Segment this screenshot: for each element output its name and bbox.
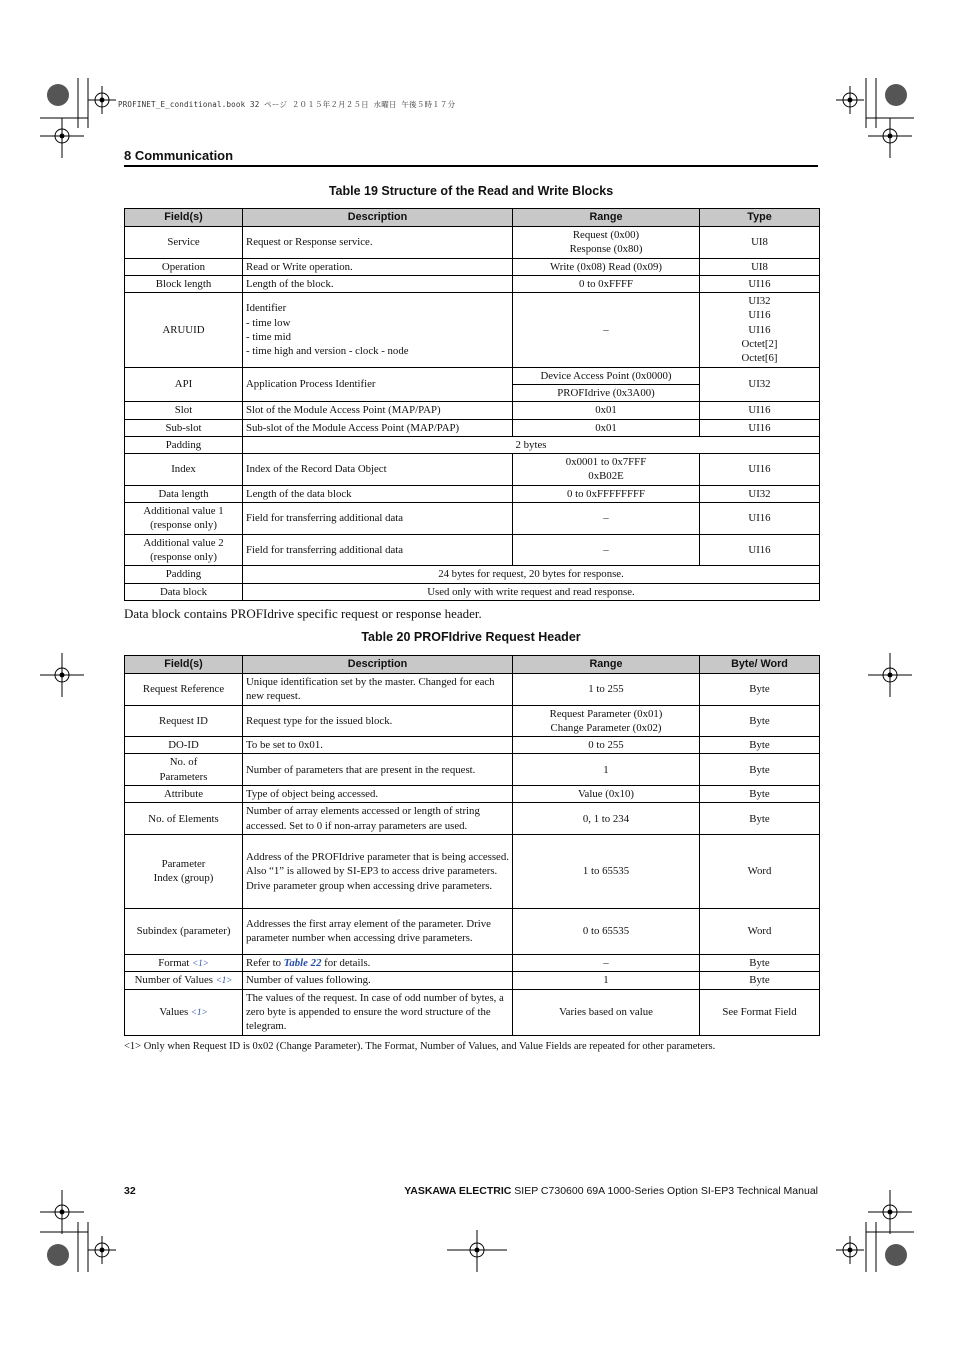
column-header: Type — [700, 209, 820, 227]
type-cell: UI32 — [700, 485, 820, 502]
type-cell: UI32 — [700, 367, 820, 402]
table-row — [125, 989, 820, 1035]
field-cell: Request Reference — [125, 674, 243, 706]
range-cell: Device Access Point (0x0000) — [513, 367, 700, 384]
description-text: for details. — [321, 956, 371, 969]
range-cell: – — [513, 534, 700, 566]
field-cell: No. of Parameters — [125, 754, 243, 786]
print-header: PROFINET_E_conditional.book 32 ページ ２０１５年２月２５日 水曜日 午後５時１７分 — [118, 100, 456, 109]
range-cell: 0x01 — [513, 419, 700, 436]
column-header: Byte/ Word — [700, 656, 820, 674]
range-cell: 0, 1 to 234 — [513, 803, 700, 835]
description-cell: Type of object being accessed. — [243, 786, 513, 803]
description-cell: Number of array elements accessed or length of string accessed. Set to 0 if non-array parameters are used. — [243, 803, 513, 835]
field-cell: Padding — [125, 436, 243, 453]
field-cell: Block length — [125, 275, 243, 292]
field-label: Number of Values — [134, 974, 213, 987]
range-cell: Request Parameter (0x01) Change Parameter (0x02) — [513, 705, 700, 737]
footnote-marker: <1> — [192, 957, 209, 968]
field-label: Values — [159, 1005, 189, 1018]
type-cell: UI16 — [700, 419, 820, 436]
table-20 — [124, 655, 820, 1036]
range-cell: Value (0x10) — [513, 786, 700, 803]
field-cell: Operation — [125, 258, 243, 275]
type-cell: UI8 — [700, 258, 820, 275]
type-cell: UI16 — [700, 402, 820, 419]
table-19-caption: Table 19 Structure of the Read and Write Blocks — [328, 184, 614, 198]
description-cell — [243, 954, 513, 971]
field-cell: Attribute — [125, 786, 243, 803]
type-cell: Word — [700, 908, 820, 954]
description-cell: To be set to 0x01. — [243, 737, 513, 754]
column-header: Range — [513, 209, 700, 227]
field-cell: Slot — [125, 402, 243, 419]
description-cell: Unique identification set by the master. Changed for each new request. — [243, 674, 513, 706]
description-cell: Request type for the issued block. — [243, 705, 513, 737]
table-row — [125, 275, 820, 292]
table-row — [125, 972, 820, 989]
type-cell: Word — [700, 834, 820, 908]
range-cell: 1 — [513, 972, 700, 989]
description-cell: Length of the block. — [243, 275, 513, 292]
type-cell: UI16 — [700, 503, 820, 535]
type-cell: Byte — [700, 972, 820, 989]
type-cell: UI32 UI16 UI16 Octet[2] Octet[6] — [700, 293, 820, 367]
range-cell: 0 to 0xFFFFFFFF — [513, 485, 700, 502]
footnote-marker: <1> — [215, 975, 233, 986]
field-cell — [125, 954, 243, 971]
description-cell: The values of the request. In case of odd number of bytes, a zero byte is appended to ensure the word structure of the telegram. — [243, 989, 513, 1035]
field-cell: API — [125, 367, 243, 402]
range-cell: 1 — [513, 754, 700, 786]
table-row — [125, 674, 820, 706]
table-22-link[interactable]: Table 22 — [283, 956, 322, 969]
body-text: Data block contains PROFIdrive specific request or response header. — [124, 606, 482, 621]
field-cell: Additional value 2 (response only) — [125, 534, 243, 566]
description-cell: Length of the data block — [243, 485, 513, 502]
footnote: <1> Only when Request ID is 0x02 (Change Parameter). The Format, Number of Values, and Value Fields are repeated for other parameters. — [124, 1041, 716, 1052]
table-row — [125, 293, 820, 367]
field-cell: Data block — [125, 583, 243, 600]
table-row — [125, 367, 820, 384]
type-cell: Byte — [700, 786, 820, 803]
range-cell: 0x0001 to 0x7FFF 0xB02E — [513, 454, 700, 486]
description-text: Refer to — [246, 956, 284, 969]
page-number: 32 — [124, 1185, 136, 1197]
type-cell: UI8 — [700, 227, 820, 259]
range-cell: Request (0x00) Response (0x80) — [513, 227, 700, 259]
description-cell: Index of the Record Data Object — [243, 454, 513, 486]
description-cell: Number of values following. — [243, 972, 513, 989]
field-cell: Service — [125, 227, 243, 259]
table-row — [125, 227, 820, 259]
field-cell: Data length — [125, 485, 243, 502]
table-row — [125, 485, 820, 502]
footer-doc-title: SIEP C730600 69A 1000-Series Option SI-EP3 Technical Manual — [511, 1185, 818, 1197]
table-row — [125, 908, 820, 954]
table-19 — [124, 208, 820, 601]
field-cell: Padding — [125, 566, 243, 583]
table-row — [125, 402, 820, 419]
table-header-row — [125, 656, 820, 674]
description-cell: Field for transferring additional data — [243, 503, 513, 535]
spanning-cell: 2 bytes — [243, 436, 820, 453]
description-cell: Addresses the first array element of the parameter. Drive parameter number when accessing drive parameters. — [243, 908, 513, 954]
table-row — [125, 258, 820, 275]
table-row — [125, 566, 820, 583]
description-cell: Address of the PROFIdrive parameter that is being accessed. Also “1” is allowed by SI-EP3 to access drive parameters. Drive parameter group when accessing drive parameters. — [243, 834, 513, 908]
table-20-caption: Table 20 PROFIdrive Request Header — [361, 630, 581, 644]
table-row — [125, 954, 820, 971]
description-cell: Slot of the Module Access Point (MAP/PAP) — [243, 402, 513, 419]
table-row — [125, 834, 820, 908]
table-row — [125, 803, 820, 835]
table-row — [125, 419, 820, 436]
description-cell: Request or Response service. — [243, 227, 513, 259]
description-cell: Number of parameters that are present in the request. — [243, 754, 513, 786]
footer-title — [404, 1185, 818, 1197]
type-cell: See Format Field — [700, 989, 820, 1035]
table-row — [125, 454, 820, 486]
column-header: Description — [243, 209, 513, 227]
footnote-marker: <1> — [190, 1006, 208, 1017]
range-cell: 0 to 65535 — [513, 908, 700, 954]
field-cell: ARUUID — [125, 293, 243, 367]
table-row — [125, 534, 820, 566]
field-cell: Subindex (parameter) — [125, 908, 243, 954]
type-cell: Byte — [700, 737, 820, 754]
description-cell: Identifier - time low - time mid - time high and version - clock - node — [243, 293, 513, 367]
table-row — [125, 583, 820, 600]
range-cell: 0 to 0xFFFF — [513, 275, 700, 292]
range-cell: – — [513, 293, 700, 367]
field-cell: Sub-slot — [125, 419, 243, 436]
type-cell: Byte — [700, 803, 820, 835]
type-cell: Byte — [700, 954, 820, 971]
range-cell: 0 to 255 — [513, 737, 700, 754]
spanning-cell: 24 bytes for request, 20 bytes for response. — [243, 566, 820, 583]
table-row — [125, 786, 820, 803]
description-cell: Read or Write operation. — [243, 258, 513, 275]
type-cell: UI16 — [700, 454, 820, 486]
range-cell: 1 to 65535 — [513, 834, 700, 908]
type-cell: Byte — [700, 705, 820, 737]
range-cell: PROFIdrive (0x3A00) — [513, 384, 700, 401]
field-cell: Parameter Index (group) — [125, 834, 243, 908]
footer-brand: YASKAWA ELECTRIC — [404, 1185, 512, 1197]
column-header: Range — [513, 656, 700, 674]
field-cell: DO-ID — [125, 737, 243, 754]
range-cell: Write (0x08) Read (0x09) — [513, 258, 700, 275]
description-cell: Field for transferring additional data — [243, 534, 513, 566]
type-cell: Byte — [700, 674, 820, 706]
table-row — [125, 737, 820, 754]
type-cell: UI16 — [700, 275, 820, 292]
range-cell: 0x01 — [513, 402, 700, 419]
field-cell — [125, 972, 243, 989]
spanning-cell: Used only with write request and read response. — [243, 583, 820, 600]
column-header: Description — [243, 656, 513, 674]
range-cell: 1 to 255 — [513, 674, 700, 706]
range-cell: Varies based on value — [513, 989, 700, 1035]
column-header: Field(s) — [125, 209, 243, 227]
field-cell — [125, 989, 243, 1035]
table-row — [125, 705, 820, 737]
field-cell: Index — [125, 454, 243, 486]
section-heading: 8 Communication — [124, 148, 818, 167]
type-cell: Byte — [700, 754, 820, 786]
type-cell: UI16 — [700, 534, 820, 566]
range-cell: – — [513, 954, 700, 971]
range-cell: – — [513, 503, 700, 535]
description-cell: Application Process Identifier — [243, 367, 513, 402]
table-row — [125, 436, 820, 453]
field-cell: Additional value 1 (response only) — [125, 503, 243, 535]
table-header-row — [125, 209, 820, 227]
table-row — [125, 503, 820, 535]
column-header: Field(s) — [125, 656, 243, 674]
description-cell: Sub-slot of the Module Access Point (MAP/PAP) — [243, 419, 513, 436]
field-cell: No. of Elements — [125, 803, 243, 835]
field-cell: Request ID — [125, 705, 243, 737]
table-row — [125, 754, 820, 786]
field-label: Format — [158, 956, 190, 969]
